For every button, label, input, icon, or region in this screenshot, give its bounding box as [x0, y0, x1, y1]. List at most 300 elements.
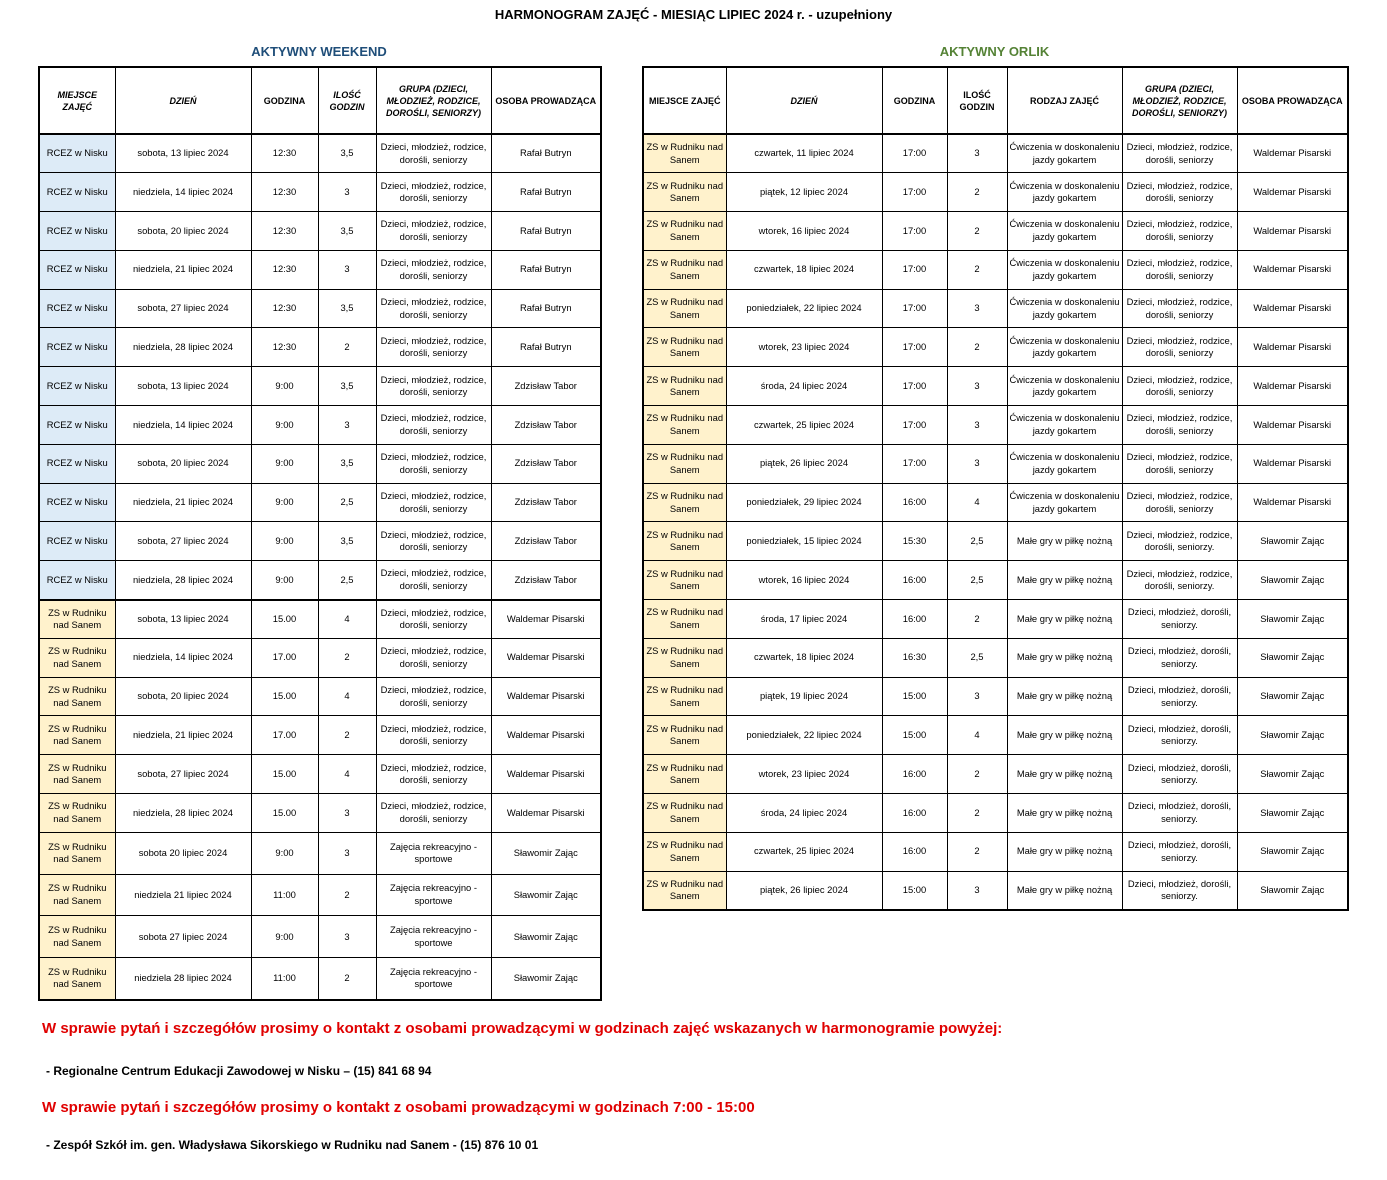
cell-leader: Zdzisław Tabor — [491, 522, 601, 561]
table-row — [39, 716, 601, 755]
table-row — [643, 677, 1348, 716]
cell-day: niedziela, 28 lipiec 2024 — [115, 561, 251, 600]
weekend-schedule-table — [38, 66, 602, 1001]
cell-hours: 3 — [318, 406, 376, 445]
cell-group: Dzieci, młodzież, rodzice, dorośli, seniorzy — [376, 561, 491, 600]
cell-time: 12:30 — [251, 212, 318, 251]
cell-type: Ćwiczenia w doskonaleniu jazdy gokartem — [1007, 406, 1122, 445]
cell-place: RCEZ w Nisku — [39, 212, 115, 251]
cell-leader: Sławomir Zając — [491, 916, 601, 958]
cell-leader: Sławomir Zając — [1237, 716, 1348, 755]
cell-day: środa, 24 lipiec 2024 — [726, 367, 882, 406]
cell-day: wtorek, 23 lipiec 2024 — [726, 328, 882, 367]
cell-time: 17:00 — [882, 328, 947, 367]
cell-time: 17:00 — [882, 134, 947, 173]
table-row — [643, 173, 1348, 212]
table-row — [643, 289, 1348, 328]
cell-time: 15:30 — [882, 522, 947, 561]
cell-time: 9:00 — [251, 522, 318, 561]
cell-hours: 3,5 — [318, 212, 376, 251]
cell-day: niedziela 28 lipiec 2024 — [115, 958, 251, 1000]
cell-leader: Rafał Butryn — [491, 212, 601, 251]
table-row — [39, 173, 601, 212]
cell-leader: Zdzisław Tabor — [491, 561, 601, 600]
cell-leader: Waldemar Pisarski — [491, 677, 601, 716]
cell-hours: 2,5 — [947, 522, 1007, 561]
cell-hours: 3 — [318, 794, 376, 833]
cell-time: 9:00 — [251, 832, 318, 874]
header-place: MIEJSCE ZAJĘĆ — [39, 67, 115, 134]
header-leader: OSOBA PROWADZĄCA — [491, 67, 601, 134]
cell-place: ZS w Rudniku nad Sanem — [39, 755, 115, 794]
cell-leader: Sławomir Zając — [1237, 677, 1348, 716]
cell-hours: 4 — [318, 677, 376, 716]
cell-time: 17.00 — [251, 716, 318, 755]
cell-group: Dzieci, młodzież, rodzice, dorośli, seniorzy — [376, 677, 491, 716]
cell-day: poniedziałek, 22 lipiec 2024 — [726, 289, 882, 328]
table-row — [39, 367, 601, 406]
cell-day: sobota, 13 lipiec 2024 — [115, 367, 251, 406]
cell-group: Dzieci, młodzież, rodzice, dorośli, seniorzy — [376, 716, 491, 755]
cell-day: sobota, 20 lipiec 2024 — [115, 677, 251, 716]
cell-leader: Waldemar Pisarski — [1237, 212, 1348, 251]
cell-group: Dzieci, młodzież, dorośli, seniorzy. — [1122, 755, 1237, 794]
cell-leader: Waldemar Pisarski — [491, 755, 601, 794]
cell-hours: 2 — [947, 755, 1007, 794]
cell-day: poniedziałek, 22 lipiec 2024 — [726, 716, 882, 755]
table-row — [643, 794, 1348, 833]
cell-day: niedziela, 14 lipiec 2024 — [115, 173, 251, 212]
weekend-section-title: AKTYWNY WEEKEND — [251, 44, 387, 59]
cell-group: Dzieci, młodzież, rodzice, dorośli, seniorzy. — [1122, 561, 1237, 600]
cell-group: Dzieci, młodzież, rodzice, dorośli, seniorzy — [1122, 406, 1237, 445]
cell-group: Dzieci, młodzież, rodzice, dorośli, seniorzy — [376, 173, 491, 212]
cell-place: ZS w Rudniku nad Sanem — [39, 832, 115, 874]
cell-day: niedziela 21 lipiec 2024 — [115, 874, 251, 916]
cell-leader: Waldemar Pisarski — [491, 600, 601, 639]
cell-leader: Waldemar Pisarski — [1237, 483, 1348, 522]
cell-place: ZS w Rudniku nad Sanem — [39, 874, 115, 916]
cell-day: niedziela, 14 lipiec 2024 — [115, 406, 251, 445]
cell-time: 9:00 — [251, 367, 318, 406]
header-time: GODZINA — [882, 67, 947, 134]
cell-day: niedziela, 14 lipiec 2024 — [115, 638, 251, 677]
cell-group: Dzieci, młodzież, rodzice, dorośli, seniorzy — [1122, 328, 1237, 367]
cell-day: środa, 24 lipiec 2024 — [726, 794, 882, 833]
cell-hours: 2 — [947, 600, 1007, 639]
cell-day: czwartek, 25 lipiec 2024 — [726, 832, 882, 871]
cell-type: Ćwiczenia w doskonaleniu jazdy gokartem — [1007, 250, 1122, 289]
cell-group: Dzieci, młodzież, rodzice, dorośli, seniorzy — [376, 367, 491, 406]
table-row — [39, 677, 601, 716]
cell-time: 11:00 — [251, 874, 318, 916]
cell-time: 16:00 — [882, 600, 947, 639]
cell-leader: Zdzisław Tabor — [491, 367, 601, 406]
cell-place: ZS w Rudniku nad Sanem — [39, 958, 115, 1000]
cell-leader: Rafał Butryn — [491, 289, 601, 328]
cell-leader: Waldemar Pisarski — [1237, 289, 1348, 328]
cell-hours: 2 — [947, 212, 1007, 251]
table-row — [643, 406, 1348, 445]
table-row — [643, 755, 1348, 794]
cell-day: piątek, 26 lipiec 2024 — [726, 871, 882, 910]
cell-hours: 4 — [318, 600, 376, 639]
cell-place: RCEZ w Nisku — [39, 134, 115, 173]
cell-leader: Rafał Butryn — [491, 250, 601, 289]
cell-time: 17:00 — [882, 289, 947, 328]
table-row — [39, 794, 601, 833]
cell-day: niedziela, 28 lipiec 2024 — [115, 794, 251, 833]
cell-leader: Waldemar Pisarski — [1237, 444, 1348, 483]
cell-day: sobota, 13 lipiec 2024 — [115, 600, 251, 639]
cell-place: ZS w Rudniku nad Sanem — [39, 638, 115, 677]
cell-type: Ćwiczenia w doskonaleniu jazdy gokartem — [1007, 367, 1122, 406]
cell-hours: 2 — [318, 328, 376, 367]
cell-place: ZS w Rudniku nad Sanem — [643, 134, 726, 173]
cell-day: piątek, 19 lipiec 2024 — [726, 677, 882, 716]
table-row — [643, 367, 1348, 406]
office-hours-note: W sprawie pytań i szczegółów prosimy o kontakt z osobami prowadzącymi w godzinach 7:00 - 15:00 — [42, 1099, 755, 1116]
cell-day: sobota, 27 lipiec 2024 — [115, 755, 251, 794]
cell-place: RCEZ w Nisku — [39, 522, 115, 561]
cell-group: Dzieci, młodzież, rodzice, dorośli, seniorzy — [1122, 134, 1237, 173]
cell-place: ZS w Rudniku nad Sanem — [643, 444, 726, 483]
cell-time: 12:30 — [251, 289, 318, 328]
cell-type: Małe gry w piłkę nożną — [1007, 677, 1122, 716]
cell-time: 15.00 — [251, 794, 318, 833]
cell-leader: Sławomir Zając — [1237, 561, 1348, 600]
cell-place: ZS w Rudniku nad Sanem — [643, 328, 726, 367]
cell-leader: Sławomir Zając — [1237, 871, 1348, 910]
cell-time: 12:30 — [251, 173, 318, 212]
weekend-schedule-body — [39, 134, 601, 1000]
cell-group: Dzieci, młodzież, rodzice, dorośli, seniorzy — [376, 250, 491, 289]
cell-leader: Sławomir Zając — [491, 832, 601, 874]
cell-place: ZS w Rudniku nad Sanem — [643, 871, 726, 910]
cell-group: Zajęcia rekreacyjno - sportowe — [376, 874, 491, 916]
cell-day: niedziela, 21 lipiec 2024 — [115, 483, 251, 522]
header-group: GRUPA (DZIECI, MŁODZIEŻ, RODZICE, DOROŚLI, SENIORZY) — [376, 67, 491, 134]
cell-time: 9:00 — [251, 406, 318, 445]
cell-place: ZS w Rudniku nad Sanem — [643, 173, 726, 212]
cell-group: Dzieci, młodzież, dorośli, seniorzy. — [1122, 677, 1237, 716]
table-row — [39, 916, 601, 958]
cell-group: Dzieci, młodzież, dorośli, seniorzy. — [1122, 600, 1237, 639]
cell-leader: Waldemar Pisarski — [491, 638, 601, 677]
cell-leader: Zdzisław Tabor — [491, 444, 601, 483]
cell-time: 9:00 — [251, 916, 318, 958]
cell-day: poniedziałek, 15 lipiec 2024 — [726, 522, 882, 561]
header-day: DZIEŃ — [726, 67, 882, 134]
cell-hours: 3,5 — [318, 444, 376, 483]
cell-hours: 4 — [947, 483, 1007, 522]
cell-hours: 3,5 — [318, 134, 376, 173]
cell-day: czwartek, 25 lipiec 2024 — [726, 406, 882, 445]
cell-place: RCEZ w Nisku — [39, 289, 115, 328]
cell-day: sobota, 27 lipiec 2024 — [115, 289, 251, 328]
contact-hours-note: W sprawie pytań i szczegółów prosimy o kontakt z osobami prowadzącymi w godzinach zajęć wskazanych w harmonogramie powyżej: — [42, 1020, 1003, 1037]
orlik-header-row — [643, 67, 1348, 134]
cell-place: ZS w Rudniku nad Sanem — [643, 677, 726, 716]
table-row — [643, 522, 1348, 561]
cell-time: 15.00 — [251, 677, 318, 716]
cell-place: ZS w Rudniku nad Sanem — [39, 716, 115, 755]
cell-type: Małe gry w piłkę nożną — [1007, 755, 1122, 794]
table-row — [643, 561, 1348, 600]
cell-time: 12:30 — [251, 134, 318, 173]
cell-group: Dzieci, młodzież, dorośli, seniorzy. — [1122, 638, 1237, 677]
cell-time: 16:00 — [882, 794, 947, 833]
cell-time: 15.00 — [251, 600, 318, 639]
cell-type: Ćwiczenia w doskonaleniu jazdy gokartem — [1007, 173, 1122, 212]
cell-time: 16:00 — [882, 832, 947, 871]
cell-hours: 4 — [318, 755, 376, 794]
cell-hours: 2,5 — [947, 638, 1007, 677]
cell-group: Dzieci, młodzież, rodzice, dorośli, seniorzy — [376, 406, 491, 445]
table-row — [39, 483, 601, 522]
cell-group: Dzieci, młodzież, rodzice, dorośli, seniorzy — [1122, 173, 1237, 212]
table-row — [643, 250, 1348, 289]
cell-time: 16:00 — [882, 483, 947, 522]
cell-day: czwartek, 18 lipiec 2024 — [726, 250, 882, 289]
cell-time: 17:00 — [882, 367, 947, 406]
cell-type: Ćwiczenia w doskonaleniu jazdy gokartem — [1007, 444, 1122, 483]
table-row — [643, 444, 1348, 483]
cell-group: Dzieci, młodzież, rodzice, dorośli, seniorzy — [1122, 289, 1237, 328]
table-row — [643, 328, 1348, 367]
cell-hours: 2 — [947, 173, 1007, 212]
table-row — [643, 832, 1348, 871]
cell-type: Małe gry w piłkę nożną — [1007, 871, 1122, 910]
cell-day: sobota 20 lipiec 2024 — [115, 832, 251, 874]
cell-type: Ćwiczenia w doskonaleniu jazdy gokartem — [1007, 212, 1122, 251]
cell-group: Zajęcia rekreacyjno - sportowe — [376, 958, 491, 1000]
cell-time: 15:00 — [882, 677, 947, 716]
cell-leader: Sławomir Zając — [1237, 755, 1348, 794]
table-row — [643, 483, 1348, 522]
cell-day: niedziela, 21 lipiec 2024 — [115, 716, 251, 755]
cell-place: RCEZ w Nisku — [39, 561, 115, 600]
cell-type: Małe gry w piłkę nożną — [1007, 716, 1122, 755]
table-row — [39, 874, 601, 916]
cell-group: Dzieci, młodzież, dorośli, seniorzy. — [1122, 871, 1237, 910]
cell-hours: 2 — [947, 328, 1007, 367]
cell-leader: Zdzisław Tabor — [491, 483, 601, 522]
cell-hours: 2,5 — [318, 483, 376, 522]
cell-place: RCEZ w Nisku — [39, 367, 115, 406]
cell-time: 17:00 — [882, 406, 947, 445]
cell-hours: 3,5 — [318, 367, 376, 406]
cell-hours: 3 — [947, 134, 1007, 173]
cell-time: 9:00 — [251, 444, 318, 483]
cell-leader: Waldemar Pisarski — [491, 794, 601, 833]
table-row — [39, 638, 601, 677]
cell-time: 16:00 — [882, 755, 947, 794]
cell-leader: Sławomir Zając — [1237, 600, 1348, 639]
table-row — [643, 600, 1348, 639]
cell-time: 15:00 — [882, 716, 947, 755]
cell-hours: 2 — [947, 832, 1007, 871]
cell-time: 12:30 — [251, 328, 318, 367]
cell-type: Małe gry w piłkę nożną — [1007, 561, 1122, 600]
cell-time: 11:00 — [251, 958, 318, 1000]
cell-time: 17:00 — [882, 212, 947, 251]
table-row — [643, 871, 1348, 910]
cell-hours: 2 — [947, 250, 1007, 289]
cell-leader: Sławomir Zając — [1237, 522, 1348, 561]
cell-place: ZS w Rudniku nad Sanem — [643, 289, 726, 328]
cell-day: czwartek, 18 lipiec 2024 — [726, 638, 882, 677]
cell-group: Dzieci, młodzież, rodzice, dorośli, seniorzy — [376, 328, 491, 367]
cell-type: Małe gry w piłkę nożną — [1007, 522, 1122, 561]
cell-place: RCEZ w Nisku — [39, 173, 115, 212]
table-row — [39, 250, 601, 289]
cell-time: 12:30 — [251, 250, 318, 289]
cell-leader: Zdzisław Tabor — [491, 406, 601, 445]
cell-place: ZS w Rudniku nad Sanem — [643, 250, 726, 289]
cell-time: 17:00 — [882, 250, 947, 289]
cell-hours: 3 — [947, 289, 1007, 328]
cell-day: poniedziałek, 29 lipiec 2024 — [726, 483, 882, 522]
cell-day: wtorek, 16 lipiec 2024 — [726, 561, 882, 600]
cell-leader: Sławomir Zając — [1237, 832, 1348, 871]
cell-time: 17:00 — [882, 173, 947, 212]
cell-group: Dzieci, młodzież, rodzice, dorośli, seniorzy — [376, 522, 491, 561]
cell-place: ZS w Rudniku nad Sanem — [643, 794, 726, 833]
cell-day: sobota, 13 lipiec 2024 — [115, 134, 251, 173]
cell-time: 9:00 — [251, 561, 318, 600]
header-hours: ILOŚĆ GODZIN — [947, 67, 1007, 134]
header-day: DZIEŃ — [115, 67, 251, 134]
cell-type: Małe gry w piłkę nożną — [1007, 794, 1122, 833]
cell-hours: 3 — [318, 250, 376, 289]
cell-hours: 3 — [947, 406, 1007, 445]
orlik-schedule-table — [642, 66, 1349, 911]
cell-leader: Waldemar Pisarski — [1237, 134, 1348, 173]
cell-place: RCEZ w Nisku — [39, 406, 115, 445]
cell-day: sobota, 20 lipiec 2024 — [115, 212, 251, 251]
cell-group: Dzieci, młodzież, dorośli, seniorzy. — [1122, 832, 1237, 871]
cell-group: Dzieci, młodzież, dorośli, seniorzy. — [1122, 794, 1237, 833]
cell-day: niedziela, 28 lipiec 2024 — [115, 328, 251, 367]
document-title: HARMONOGRAM ZAJĘĆ - MIESIĄC LIPIEC 2024 r. - uzupełniony — [494, 7, 893, 22]
cell-group: Dzieci, młodzież, rodzice, dorośli, seniorzy — [376, 483, 491, 522]
cell-place: ZS w Rudniku nad Sanem — [643, 638, 726, 677]
cell-leader: Waldemar Pisarski — [1237, 406, 1348, 445]
header-group: GRUPA (DZIECI, MŁODZIEŻ, RODZICE, DOROŚLI, SENIORZY) — [1122, 67, 1237, 134]
cell-place: ZS w Rudniku nad Sanem — [39, 677, 115, 716]
cell-day: sobota, 27 lipiec 2024 — [115, 522, 251, 561]
cell-place: RCEZ w Nisku — [39, 444, 115, 483]
cell-time: 9:00 — [251, 483, 318, 522]
header-leader: OSOBA PROWADZĄCA — [1237, 67, 1348, 134]
cell-leader: Rafał Butryn — [491, 173, 601, 212]
cell-place: ZS w Rudniku nad Sanem — [643, 832, 726, 871]
table-row — [39, 958, 601, 1000]
cell-day: sobota, 20 lipiec 2024 — [115, 444, 251, 483]
cell-type: Małe gry w piłkę nożną — [1007, 638, 1122, 677]
cell-hours: 3 — [947, 444, 1007, 483]
cell-hours: 3 — [318, 832, 376, 874]
zs-contact: - Zespół Szkół im. gen. Władysława Sikorskiego w Rudniku nad Sanem - (15) 876 10 01 — [46, 1138, 539, 1152]
cell-leader: Waldemar Pisarski — [1237, 173, 1348, 212]
cell-place: ZS w Rudniku nad Sanem — [643, 522, 726, 561]
cell-place: ZS w Rudniku nad Sanem — [643, 561, 726, 600]
cell-day: wtorek, 23 lipiec 2024 — [726, 755, 882, 794]
table-row — [39, 444, 601, 483]
cell-group: Dzieci, młodzież, rodzice, dorośli, seniorzy. — [1122, 522, 1237, 561]
cell-place: ZS w Rudniku nad Sanem — [643, 755, 726, 794]
cell-hours: 3 — [947, 871, 1007, 910]
cell-group: Zajęcia rekreacyjno - sportowe — [376, 916, 491, 958]
table-row — [643, 134, 1348, 173]
orlik-section-title: AKTYWNY ORLIK — [939, 44, 1050, 59]
cell-place: ZS w Rudniku nad Sanem — [643, 406, 726, 445]
cell-group: Dzieci, młodzież, rodzice, dorośli, seniorzy — [1122, 212, 1237, 251]
cell-leader: Waldemar Pisarski — [1237, 367, 1348, 406]
cell-group: Dzieci, młodzież, rodzice, dorośli, seniorzy — [1122, 367, 1237, 406]
cell-hours: 2 — [947, 794, 1007, 833]
cell-group: Dzieci, młodzież, rodzice, dorośli, seniorzy — [1122, 444, 1237, 483]
cell-group: Dzieci, młodzież, rodzice, dorośli, seniorzy — [376, 638, 491, 677]
table-row — [39, 328, 601, 367]
cell-leader: Rafał Butryn — [491, 328, 601, 367]
cell-leader: Waldemar Pisarski — [1237, 250, 1348, 289]
weekend-header-row — [39, 67, 601, 134]
cell-day: piątek, 12 lipiec 2024 — [726, 173, 882, 212]
table-row — [39, 600, 601, 639]
cell-hours: 3 — [318, 916, 376, 958]
cell-leader: Sławomir Zając — [491, 874, 601, 916]
cell-place: RCEZ w Nisku — [39, 483, 115, 522]
cell-time: 16:30 — [882, 638, 947, 677]
cell-leader: Waldemar Pisarski — [491, 716, 601, 755]
header-place: MIEJSCE ZAJĘĆ — [643, 67, 726, 134]
cell-type: Ćwiczenia w doskonaleniu jazdy gokartem — [1007, 483, 1122, 522]
table-row — [39, 755, 601, 794]
cell-group: Dzieci, młodzież, rodzice, dorośli, seniorzy — [1122, 250, 1237, 289]
cell-type: Ćwiczenia w doskonaleniu jazdy gokartem — [1007, 328, 1122, 367]
cell-hours: 2 — [318, 874, 376, 916]
cell-time: 15.00 — [251, 755, 318, 794]
table-row — [39, 406, 601, 445]
cell-place: ZS w Rudniku nad Sanem — [39, 600, 115, 639]
cell-hours: 2 — [318, 638, 376, 677]
cell-leader: Sławomir Zając — [491, 958, 601, 1000]
cell-leader: Sławomir Zając — [1237, 794, 1348, 833]
table-row — [643, 638, 1348, 677]
header-hours: ILOŚĆ GODZIN — [318, 67, 376, 134]
table-row — [39, 561, 601, 600]
cell-hours: 3,5 — [318, 522, 376, 561]
cell-place: ZS w Rudniku nad Sanem — [643, 716, 726, 755]
cell-day: sobota 27 lipiec 2024 — [115, 916, 251, 958]
header-time: GODZINA — [251, 67, 318, 134]
table-row — [643, 716, 1348, 755]
cell-hours: 2,5 — [318, 561, 376, 600]
cell-group: Dzieci, młodzież, rodzice, dorośli, seniorzy — [376, 289, 491, 328]
cell-leader: Sławomir Zając — [1237, 638, 1348, 677]
orlik-schedule-body — [643, 134, 1348, 910]
cell-hours: 3 — [318, 173, 376, 212]
cell-day: wtorek, 16 lipiec 2024 — [726, 212, 882, 251]
cell-time: 15:00 — [882, 871, 947, 910]
cell-hours: 3 — [947, 677, 1007, 716]
cell-group: Dzieci, młodzież, rodzice, dorośli, seniorzy — [376, 212, 491, 251]
cell-type: Ćwiczenia w doskonaleniu jazdy gokartem — [1007, 134, 1122, 173]
table-row — [39, 134, 601, 173]
cell-hours: 3,5 — [318, 289, 376, 328]
